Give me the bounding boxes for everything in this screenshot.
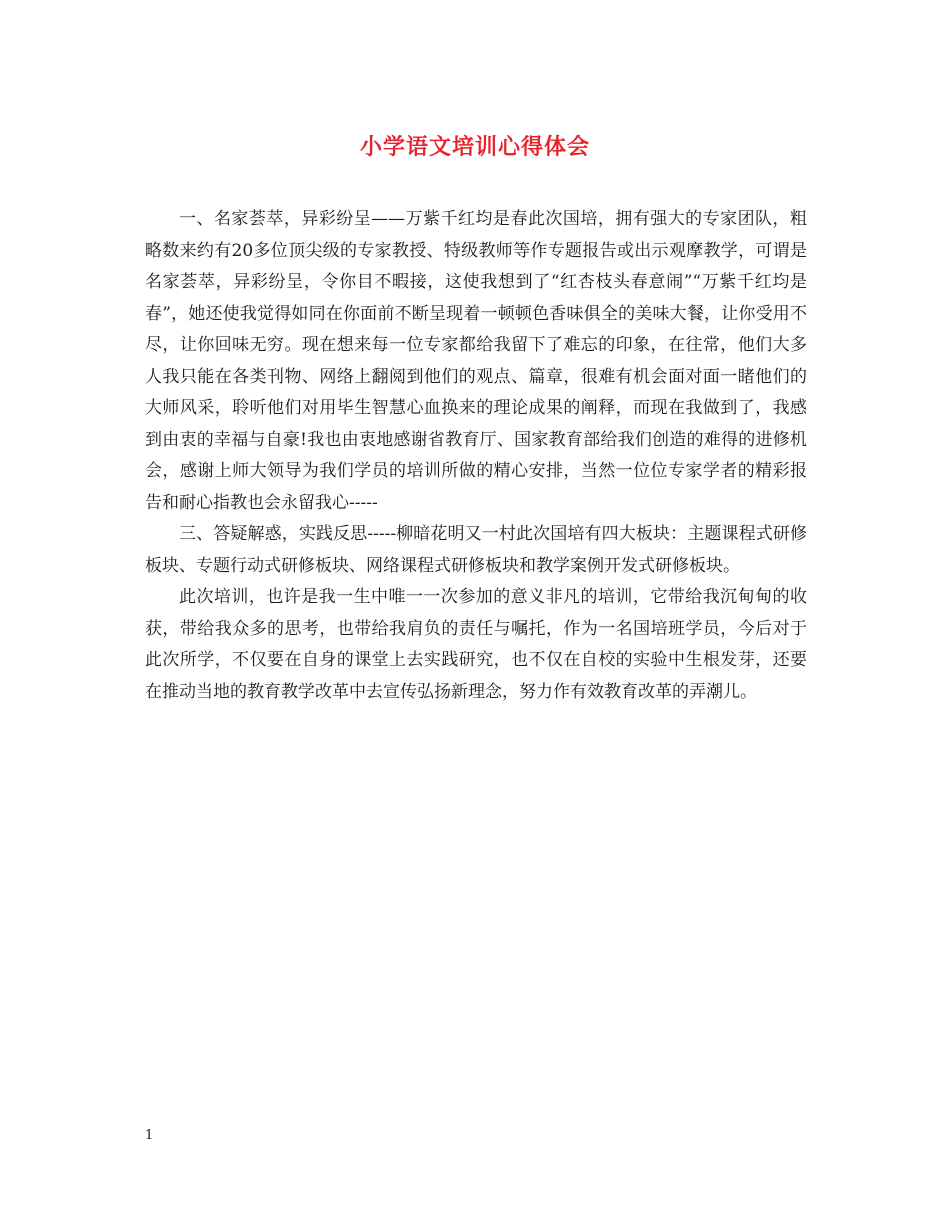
document-title: 小学语文培训心得体会 <box>359 134 590 160</box>
paragraph-3: 此次培训，也许是我一生中唯一一次参加的意义非凡的培训，它带给我沉甸甸的收获，带给我众多的思考，也带给我肩负的责任与嘱托，作为一名国培班学员，今后对于此次所学，不仅要在自身的课堂上去实践研究，也不仅在自校的实验中生根发芽，还要在推动当地的教育教学改革中去宣传弘扬新理念，努力作有效教育改革的弄潮儿。 <box>145 587 807 702</box>
paragraph-2: 三、答疑解惑，实践反思-----柳暗花明又一村此次国培有四大板块：主题课程式研修板块、专题行动式研修板块、网络课程式研修板块和教学案例开发式研修板块。 <box>145 524 807 576</box>
paragraph-1: 一、名家荟萃，异彩纷呈——万紫千红均是春此次国培，拥有强大的专家团队，粗略数来约有20多位顶尖级的专家教授、特级教师等作专题报告或出示观摩教学，可谓是名家荟萃，异彩纷呈，令你目不暇接，这使我想到了“红杏枝头春意闹”“万紫千红均是春”，她还使我觉得如同在你面前不断呈现着一顿顿色香味俱全的美味大餐，让你受用不尽，让你回味无穷。现在想来每一位专家都给我留下了难忘的印象，在往常，他们大多人我只能在各类刊物、网络上翻阅到他们的观点、篇章，很难有机会面对面一睹他们的大师风采，聆听他们对用毕生智慧心血换来的理论成果的阐释，而现在我做到了，我感到由衷的幸福与自豪!我也由衷地感谢省教育厅、国家教育部给我们创造的难得的进修机会，感谢上师大领导为我们学员的培训所做的精心安排，当然一位位专家学者的精彩报告和耐心指教也会永留我心----- <box>145 209 807 513</box>
document-body <box>145 204 807 708</box>
page-number: 1 <box>145 1128 154 1143</box>
